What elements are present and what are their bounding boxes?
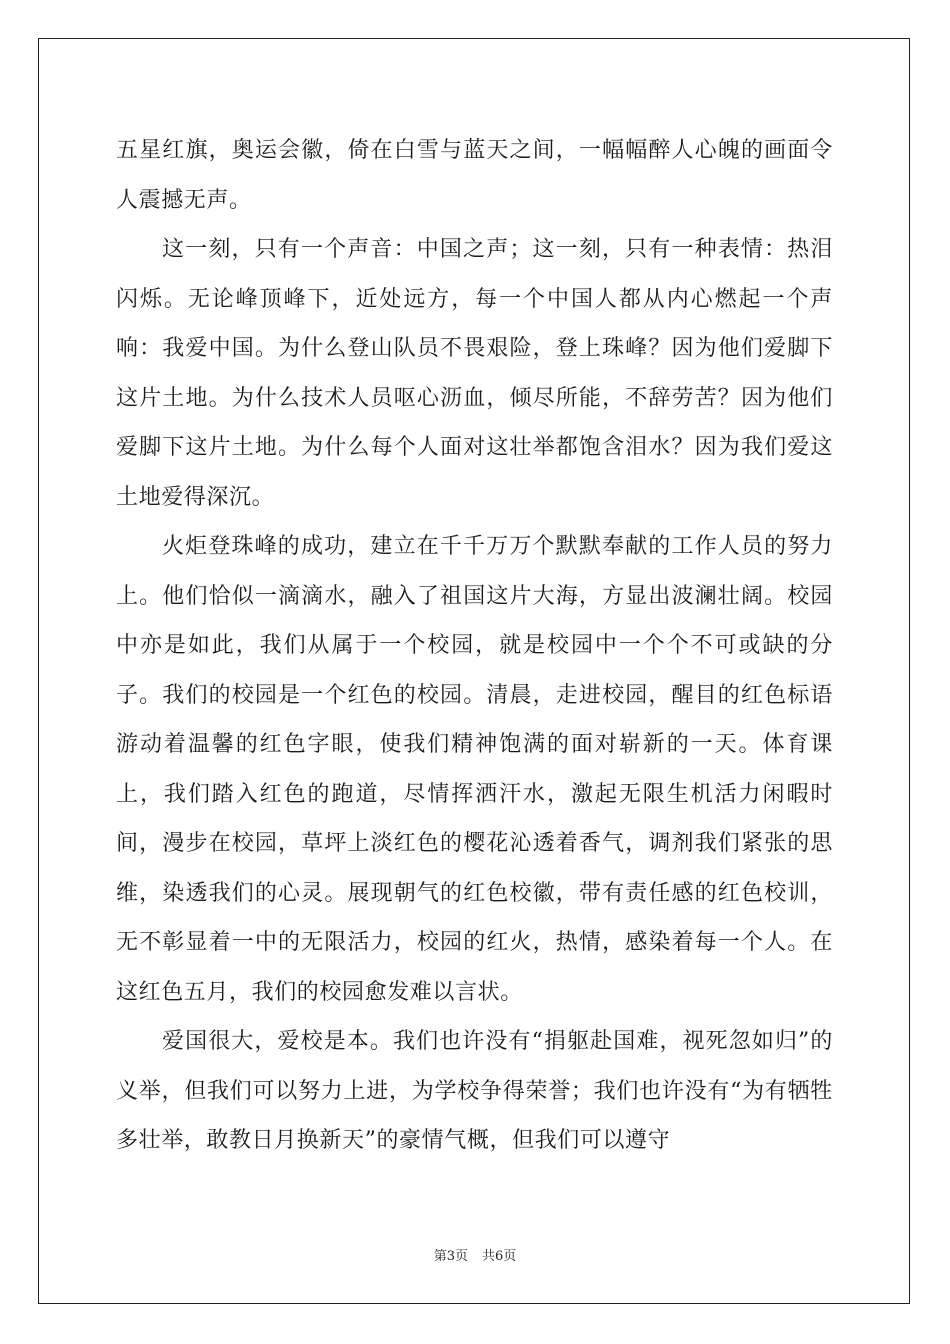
paragraph-2: 这一刻，只有一个声音：中国之声；这一刻，只有一种表情：热泪闪烁。无论峰顶峰下，近处远方，每一个中国人都从内心燃起一个声响：我爱中国。为什么登山队员不畏艰险，登上珠峰？因为他们爱脚下这片土地。为什么技术人员呕心沥血，倾尽所能，不辞劳苦？因为他们爱脚下这片土地。为什么每个人面对这壮举都饱含泪水？因为我们爱这土地爱得深沉。 bbox=[116, 237, 833, 510]
paragraph-4: 爱国很大，爱校是本。我们也许没有“捐躯赴国难，视死忽如归”的义举，但我们可以努力上进，为学校争得荣誉；我们也许没有“为有牺牲多壮举，敢教日月换新天”的豪情气概，但我们可以遵守 bbox=[116, 1029, 833, 1153]
page-total: 共6页 bbox=[482, 1249, 517, 1264]
document-body bbox=[116, 126, 833, 1166]
paragraph-3: 火炬登珠峰的成功，建立在千千万万个默默奉献的工作人员的努力上。他们恰似一滴滴水，融入了祖国这片大海，方显出波澜壮阔。校园中亦是如此，我们从属于一个校园，就是校园中一个个不可或缺的分子。我们的校园是一个红色的校园。清晨，走进校园，醒目的红色标语游动着温馨的红色字眼，使我们精神饱满的面对崭新的一天。体育课上，我们踏入红色的跑道，尽情挥洒汗水，激起无限生机活力闲暇时间，漫步在校园，草坪上淡红色的樱花沁透着香气，调剂我们紧张的思维，染透我们的心灵。展现朝气的红色校徽，带有责任感的红色校训，无不彰显着一中的无限活力，校园的红火，热情，感染着每一个人。在这红色五月，我们的校园愈发难以言状。 bbox=[116, 534, 833, 1005]
page-number: 第3页 bbox=[433, 1249, 468, 1264]
page-footer bbox=[0, 1245, 950, 1264]
paragraph-1: 五星红旗，奥运会徽，倚在白雪与蓝天之间，一幅幅醉人心魄的画面令人震撼无声。 bbox=[116, 138, 833, 213]
